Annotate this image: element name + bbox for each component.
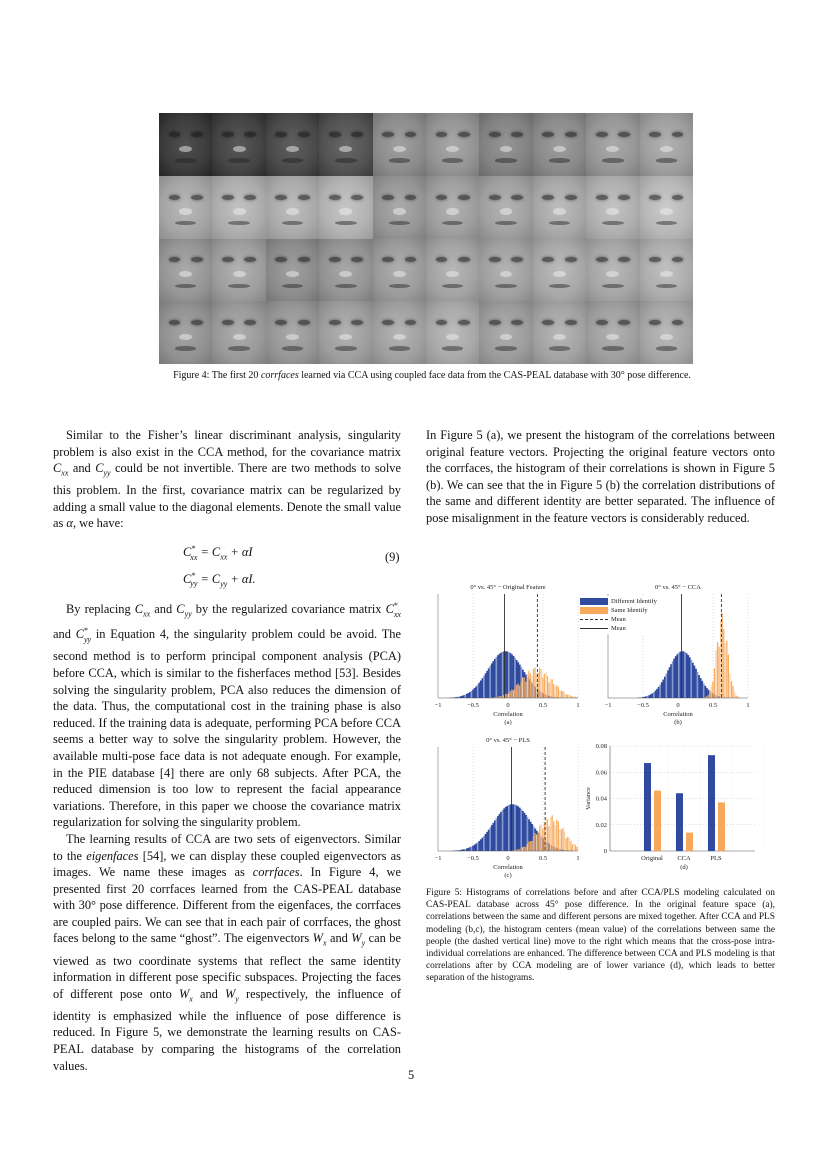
ghost-face [266,239,319,302]
ghost-face [159,301,212,364]
svg-text:1: 1 [576,855,580,862]
ghost-face [533,176,586,239]
svg-text:0.04: 0.04 [595,795,607,803]
ghost-face [159,176,212,239]
caption-text: Figure 4: The first 20 [173,370,261,381]
corrface-pair [586,176,693,239]
right-column [426,427,775,527]
corrface-pair [479,113,586,176]
chart-a-original-feature [430,580,590,730]
svg-text:−1: −1 [434,855,442,862]
ghost-face [640,301,693,364]
svg-text:(b): (b) [674,719,682,726]
corrface-pair [266,113,373,176]
ghost-face [319,176,372,239]
ghost-face [586,239,639,302]
ghost-face [479,301,532,364]
swatch-different [580,598,608,605]
legend-same [580,606,680,615]
corrface-pair [373,239,480,302]
corrface-pair [159,239,266,302]
ghost-face [640,113,693,176]
ghost-face [319,239,372,302]
legend-mean-dashed [580,615,680,624]
text: [54], we can display these coupled eigenvectors as images. We name these images as [53,848,401,880]
chart-c-pls [430,733,590,883]
swatch-same [580,607,608,614]
ghost-face [212,239,265,302]
figure-4-corrfaces-grid [159,113,693,364]
corrface-pair [373,301,480,364]
svg-text:−1: −1 [434,702,442,709]
ghost-face [426,239,479,302]
svg-text:0: 0 [676,702,680,709]
equation-line-1: $C^*_{xx} = C_{xx} + \alpha I$ [183,544,253,562]
svg-text:Variance: Variance [585,787,592,810]
ghost-face [640,176,693,239]
svg-text:0: 0 [603,848,607,855]
left-column-continued [53,598,401,1074]
svg-text:Original: Original [641,855,663,862]
svg-text:0° vs. 45° − CCA: 0° vs. 45° − CCA [655,584,701,591]
caption-text: learned via CCA using coupled face data from the CAS-PEAL database with 30° pose difference. [298,370,691,381]
ghost-face [159,113,212,176]
svg-text:PLS: PLS [710,855,722,862]
page-number: 5 [408,1068,415,1082]
legend-label: Different Identify [611,598,657,605]
ghost-face [266,301,319,364]
svg-text:0.5: 0.5 [708,702,718,709]
paragraph-regularization: By replacing $C_{xx}$ and $C_{yy}$ by the regularized covariance matrix $C^*_{xx}$ and $C^*_{yy}$ in Equation 4, the singularity problem could be avoid. The second method is to perform principal component analysis (PCA) before CCA, which is similar to the fisherfaces method [53]. Besides solving the singularity problem, PCA also reduces the dimension of the data. Thus, the computational cost in the training phase is also reduced. If the training data is adequate, performing PCA before CCA seems a better way to solve the singularity problem. However, the available multi-pose face data is not adequate enough. For example, in the PIE database [4] there are only 68 subjects. After PCA, the reduced dimension is too low to represent the facial appearance variations. Therefore, in this paper we choose the covariance matrix regularization for solving the singularity problem. [53,601,401,830]
corrface-pair [159,176,266,239]
ghost-face [266,113,319,176]
svg-text:(a): (a) [504,719,512,726]
ghost-face [479,176,532,239]
svg-text:0: 0 [506,855,510,862]
paragraph-corrfaces [53,831,401,1074]
svg-text:−1: −1 [604,702,612,709]
ghost-face [640,239,693,302]
svg-text:1: 1 [576,702,580,709]
svg-text:−0.5: −0.5 [467,702,479,709]
ghost-face [533,239,586,302]
svg-text:−0.5: −0.5 [637,702,649,709]
left-column [53,427,401,532]
corrface-pair [266,176,373,239]
svg-text:0° vs. 45° − PLS: 0° vs. 45° − PLS [486,737,530,744]
svg-text:Correlation: Correlation [493,711,523,718]
ghost-face [533,113,586,176]
svg-text:0.08: 0.08 [595,743,607,750]
corrface-pair [586,113,693,176]
corrface-pair [373,176,480,239]
svg-text:0.5: 0.5 [538,855,548,862]
legend-different [580,597,680,606]
ghost-face [212,176,265,239]
svg-text:CCA: CCA [677,855,691,862]
equation-line-2: $C^*_{yy} = C_{yy} + \alpha I$. [183,570,256,589]
ghost-face [212,301,265,364]
caption-italic-term: corrfaces [260,370,299,381]
ghost-face [373,176,426,239]
ghost-face [266,176,319,239]
ghost-face [319,301,372,364]
figure-5-caption: Figure 5: Histograms of correlations before and after CCA/PLS modeling calculated on CAS-PEAL database across 45° pose difference. In the original feature space (a), correlations between the same and different persons are mixed together. After CCA and PLS modeling (b,c), the histogram centers (mean value) of the correlations between same the people (the dashed vertical line) move to the right which means that the cross-pose intra-individual correlations are enhanced. The difference between CCA and PLS modeling is that correlations after by CCA modeling are of lower variance (d), which leads to better separation of the histograms. [426,888,775,984]
corrface-pair [373,113,480,176]
svg-text:0.06: 0.06 [595,769,607,777]
corrface-pair [586,239,693,302]
corrface-pair [586,301,693,364]
corrface-pair [159,301,266,364]
svg-text:−0.5: −0.5 [467,855,479,862]
figure-5 [430,580,780,880]
ghost-face [212,113,265,176]
corrface-pair [479,239,586,302]
ghost-face [319,113,372,176]
svg-text:0.5: 0.5 [538,702,548,709]
paragraph-figure5-intro: In Figure 5 (a), we present the histogram of the correlations between original feature vectors. Projecting the original feature vectors onto the corrfaces, the histogram of their correlations is shown in Figure 5 (b). We can see that the in Figure 5 (b) the correlation distributions of the same and different identity are better separated. The influence of pose misalignment in the feature vectors is considerably reduced. [426,428,775,525]
dashed-line-icon [580,619,608,620]
svg-text:(c): (c) [504,872,512,879]
svg-text:0° vs. 45° − Original Feature: 0° vs. 45° − Original Feature [470,584,546,591]
solid-line-icon [580,628,608,629]
legend-label: Same Identify [611,607,648,614]
text: . In Figure 4, we presented first 20 corrfaces learned from the CAS-PEAL database with 30° pose difference. Different from the eigenfaces, the corrfaces are coupled pairs. We can see that in each pair of corrfaces, the ghost faces belong to the same “ghost”. The eigenvectors $W_x$ and $W_y$ can be viewed as two coordinate systems that reflect the same identity information in different pose specific subspaces. Projecting the faces of different pose onto $W_x$ and $W_y$ respectively, the influence of identity is emphasized while the influence of pose difference is reduced. In Figure 5, we demonstrate the learning results on CAS-PEAL database by comparing the histograms of the correlation values. [53,865,402,1073]
svg-text:Correlation: Correlation [663,711,693,718]
corrface-pair [479,176,586,239]
ghost-face [426,301,479,364]
ghost-face [479,113,532,176]
legend-mean-solid [580,624,680,633]
corrface-pair [266,239,373,302]
chart-d-variance [580,738,780,878]
ghost-face [373,239,426,302]
ghost-face [426,176,479,239]
svg-text:0: 0 [506,702,510,709]
equation-9 [183,540,403,593]
corrface-pair [479,301,586,364]
ghost-face [373,301,426,364]
ghost-face [159,239,212,302]
svg-text:1: 1 [746,702,750,709]
ghost-face [373,113,426,176]
ghost-face [479,239,532,302]
figure-4-caption [152,370,712,382]
italic-term: corrfaces [252,865,300,880]
ghost-face [426,113,479,176]
corrface-pair [159,113,266,176]
ghost-face [586,176,639,239]
legend-label: Mean [611,625,626,632]
equation-number: (9) [385,550,400,564]
legend-label: Mean [611,616,626,623]
svg-text:0.02: 0.02 [595,821,607,829]
text: The learning results of CCA are two sets of eigenvectors. Similar to the [53,831,401,863]
svg-text:Correlation: Correlation [493,864,523,871]
svg-text:(d): (d) [680,864,688,871]
corrface-pair [266,301,373,364]
ghost-face [533,301,586,364]
paragraph-singularity: Similar to the Fisher’s linear discriminant analysis, singularity problem is also exist in the CCA method, for the covariance matrix $C_{xx}$ and $C_{yy}$ could be not invertible. There are two methods to solve this problem. In the first, covariance matrix can be regularized by adding a small value to the diagonal elements. Denote the small value as α, we have: [53,428,401,531]
ghost-face [586,301,639,364]
ghost-face [586,113,639,176]
italic-term: eigenfaces [86,848,139,863]
legend [580,596,680,634]
